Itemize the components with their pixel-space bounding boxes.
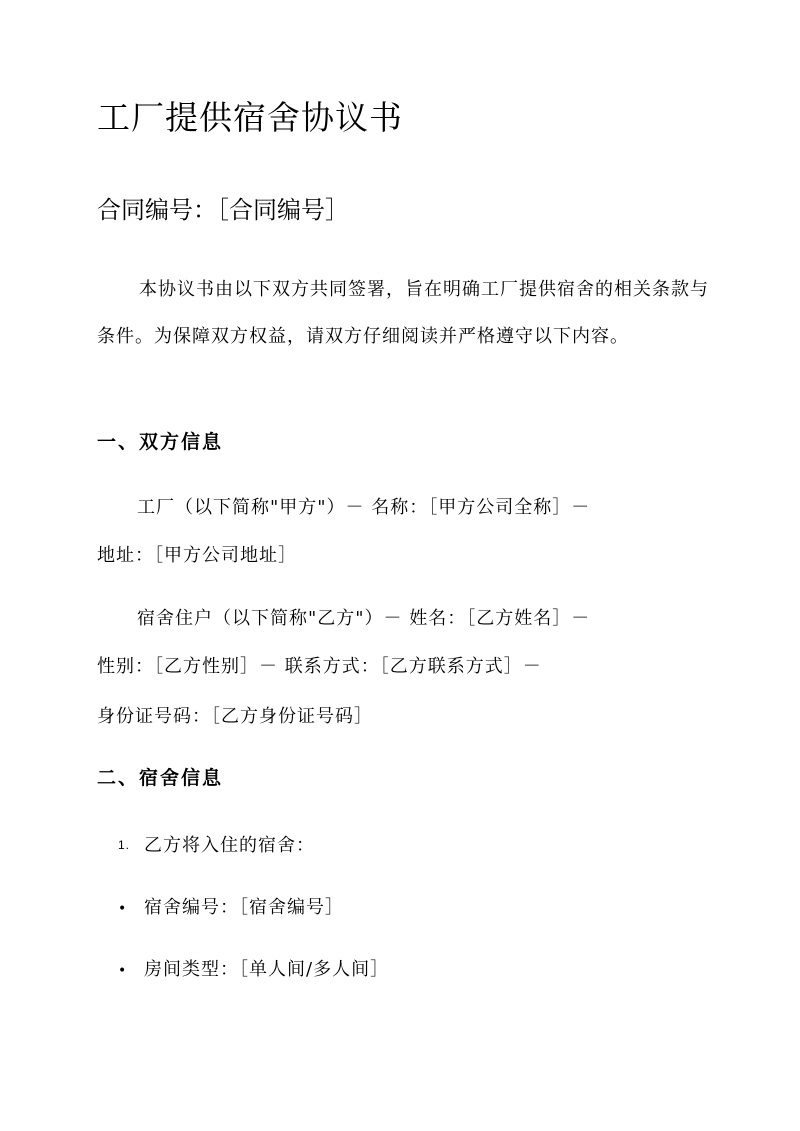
section-heading-dormitory: 二、宿舍信息 bbox=[97, 767, 224, 789]
party-b-line-1: 宿舍住户（以下简称"乙方"）－ 姓名：［乙方姓名］－ bbox=[137, 608, 591, 629]
bullet-icon: • bbox=[118, 901, 128, 917]
party-a-line-2: 地址：［甲方公司地址］ bbox=[97, 545, 297, 566]
party-b-line-3: 身份证号码：［乙方身份证号码］ bbox=[97, 706, 373, 727]
list-item-text: 乙方将入住的宿舍： bbox=[144, 835, 315, 856]
bullet-icon: • bbox=[118, 963, 128, 979]
party-a-line-1: 工厂（以下简称"甲方"）－ 名称：［甲方公司全称］－ bbox=[137, 497, 591, 518]
intro-paragraph: 本协议书由以下双方共同签署，旨在明确工厂提供宿舍的相关条款与条件。为保障双方权益，请双方仔细阅读并严格遵守以下内容。 bbox=[97, 279, 709, 347]
bullet-item-room-type bbox=[118, 955, 389, 986]
document-title: 工厂提供宿舍协议书 bbox=[97, 98, 403, 137]
list-number: 1. bbox=[118, 838, 131, 852]
bullet-item-text: 宿舍编号：［宿舍编号］ bbox=[144, 897, 344, 918]
section-heading-parties: 一、双方信息 bbox=[97, 431, 224, 453]
contract-number: 合同编号：［合同编号］ bbox=[97, 196, 349, 224]
bullet-item-dorm-number bbox=[118, 893, 344, 924]
bullet-item-text: 房间类型：［单人间/多人间］ bbox=[144, 959, 390, 980]
list-item-dormitory bbox=[118, 830, 315, 861]
party-b-line-2: 性别：［乙方性别］－ 联系方式：［乙方联系方式］－ bbox=[97, 656, 542, 677]
